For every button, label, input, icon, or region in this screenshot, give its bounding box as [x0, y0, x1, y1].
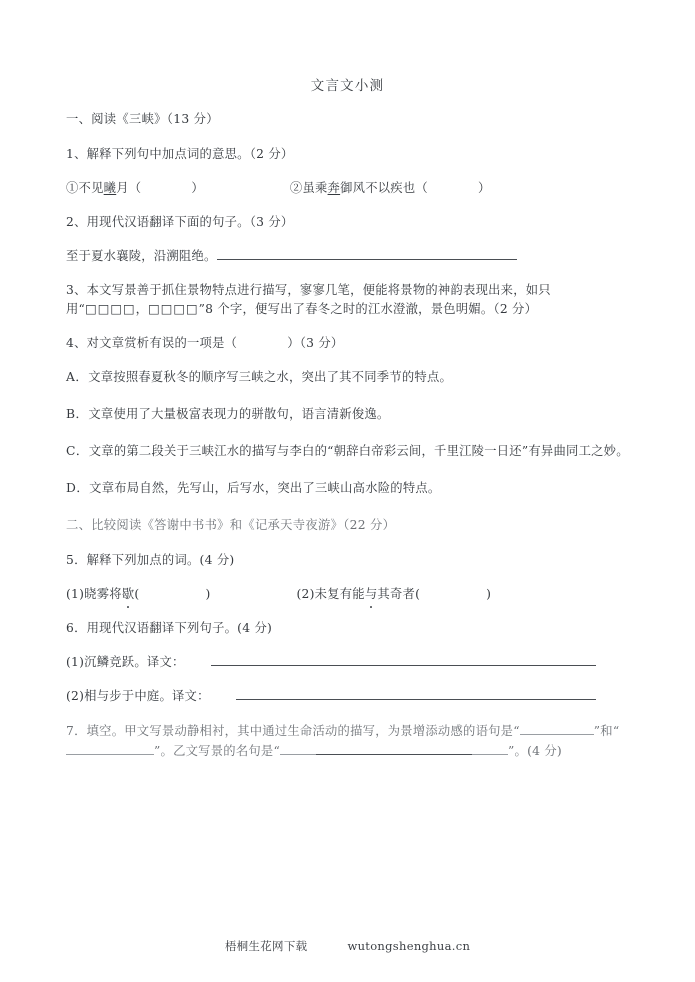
footer-site-url: wutongshenghua.cn: [347, 939, 471, 953]
question-6-item-2: [66, 687, 631, 706]
question-2-sentence: 至于夏水襄陵，沿溯阻绝。: [66, 249, 217, 263]
q7-blank-2c[interactable]: [132, 742, 154, 755]
question-2-prompt: 2、用现代汉语翻译下面的句子。（3 分）: [66, 215, 294, 229]
option-b-label: B．: [66, 407, 89, 421]
question-7-prompt: [66, 721, 631, 761]
option-a-text: 文章按照春夏秋冬的顺序写三峡之水，突出了其不同季节的特点。: [88, 370, 453, 384]
q4-prompt-prefix: 4、对文章赏析有误的一项是（: [66, 336, 238, 350]
option-c-text: 文章的第二段关于三峡江水的描写与李白的“朝辞白帝彩云间，千里江陵一日还”有异曲同工之妙。: [88, 444, 629, 458]
question-1-prompt: 1、解释下列句中加点词的意思。（2 分）: [66, 147, 294, 161]
question-4-option-d[interactable]: [66, 479, 631, 498]
option-b-text: 文章使用了大量极富表现力的骈散句，语言清新俊逸。: [88, 407, 390, 421]
q7-part-1: 7．填空。甲文写景动静相衬，其中通过生命活动的描写，为景增添动感的语句是“: [66, 724, 520, 738]
q6-item1-answer-blank[interactable]: [211, 653, 596, 666]
footer-site-name: 梧桐生花网下载: [224, 939, 308, 953]
q7-blank-2b[interactable]: [116, 742, 132, 755]
option-d-text: 文章布局自然，先写山，后写水，突出了三峡山高水险的特点。: [89, 481, 441, 495]
question-2-answer-blank[interactable]: [217, 247, 517, 260]
question-2-answer-row: [66, 247, 631, 266]
q5-item2-open-paren: (: [415, 587, 421, 601]
question-4-prompt: [66, 334, 631, 353]
page-title: 文言文小测: [310, 78, 385, 94]
q6-item2-label: (2)相与步于中庭。译文：: [66, 689, 210, 703]
question-4-option-b[interactable]: [66, 405, 631, 424]
option-c-label: C．: [66, 444, 89, 458]
q7-part-4: ”。(4 分): [508, 744, 562, 758]
question-1-item-1: [66, 181, 204, 195]
question-3-line-1: 3、本文写景善于抓住景物特点进行描写，寥寥几笔，便能将景物的神韵表现出来，如只: [66, 283, 551, 297]
q3-line2-comma: ，: [135, 302, 149, 316]
q3-line2-prefix: 用“: [66, 302, 86, 316]
q1-item1-keyword: 曦: [103, 181, 117, 195]
q1-item2-close-paren: ）: [477, 181, 491, 195]
q7-blank-2a[interactable]: [66, 742, 116, 755]
question-4-option-a[interactable]: [66, 368, 631, 387]
section-one-heading: 一、阅读《三峡》（13 分）: [66, 112, 219, 126]
option-a-label: A．: [66, 370, 89, 384]
q7-part-3: ”。乙文写景的名句是“: [154, 744, 280, 758]
q6-item2-answer-blank[interactable]: [236, 687, 596, 700]
q3-blank-boxes-first: □□□□: [85, 302, 136, 316]
q3-line2-suffix: ”8 个字，便写出了春冬之时的江水澄澈，景色明媚。（2 分）: [198, 302, 538, 316]
q5-item1-prefix: (1)晓雾将: [66, 587, 122, 601]
q1-item2-keyword: 奔: [327, 181, 341, 195]
q1-item1-close-paren: ）: [191, 181, 204, 195]
q7-blank-3c[interactable]: [472, 742, 508, 755]
question-1-items: [66, 179, 631, 198]
q1-item1-suffix: 月（: [116, 181, 142, 195]
question-5-item-2: [297, 587, 492, 601]
q5-item1-open-paren: (: [134, 587, 140, 601]
q1-item2-prefix: ②虽乘: [289, 181, 328, 195]
document-body: [66, 110, 631, 776]
q1-item1-prefix: ①不见: [66, 181, 104, 195]
question-3-prompt: [66, 281, 631, 319]
question-6-prompt: 6．用现代汉语翻译下列句子。(4 分): [66, 621, 273, 635]
q7-blank-1b[interactable]: [550, 722, 594, 735]
q7-part-2: ”和“: [593, 724, 620, 738]
q7-blank-3a[interactable]: [280, 742, 316, 755]
q7-blank-3b[interactable]: [316, 742, 472, 755]
question-6-item-1: [66, 653, 631, 672]
question-4-option-c[interactable]: [66, 442, 631, 461]
q3-blank-boxes-second: □□□□: [148, 302, 199, 316]
q5-item1-keyword: 歇: [122, 585, 135, 604]
q5-item2-keyword: 与: [365, 585, 378, 604]
question-5-item-1: [66, 587, 211, 601]
question-5-items: [66, 585, 631, 604]
q5-item2-close-paren: ): [486, 587, 492, 601]
q5-item2-midfix: 其奇者: [377, 587, 416, 601]
question-5-prompt: 5．解释下列加点的词。(4 分): [66, 553, 235, 567]
question-1-item-2: [290, 181, 491, 195]
section-two-heading: 二、比较阅读《答谢中书书》和《记承天寺夜游》（22 分）: [66, 518, 396, 532]
q7-blank-1a[interactable]: [520, 722, 550, 735]
q5-item1-close-paren: ): [205, 587, 211, 601]
q4-prompt-suffix: ）（3 分）: [287, 336, 344, 350]
page-footer: [0, 938, 695, 954]
q5-item2-prefix: (2)未复有能: [296, 587, 365, 601]
q1-item2-suffix: 御风不以疾也（: [340, 181, 428, 195]
option-d-label: D．: [66, 481, 90, 495]
q6-item1-label: (1)沉鳞竞跃。译文：: [66, 655, 185, 669]
